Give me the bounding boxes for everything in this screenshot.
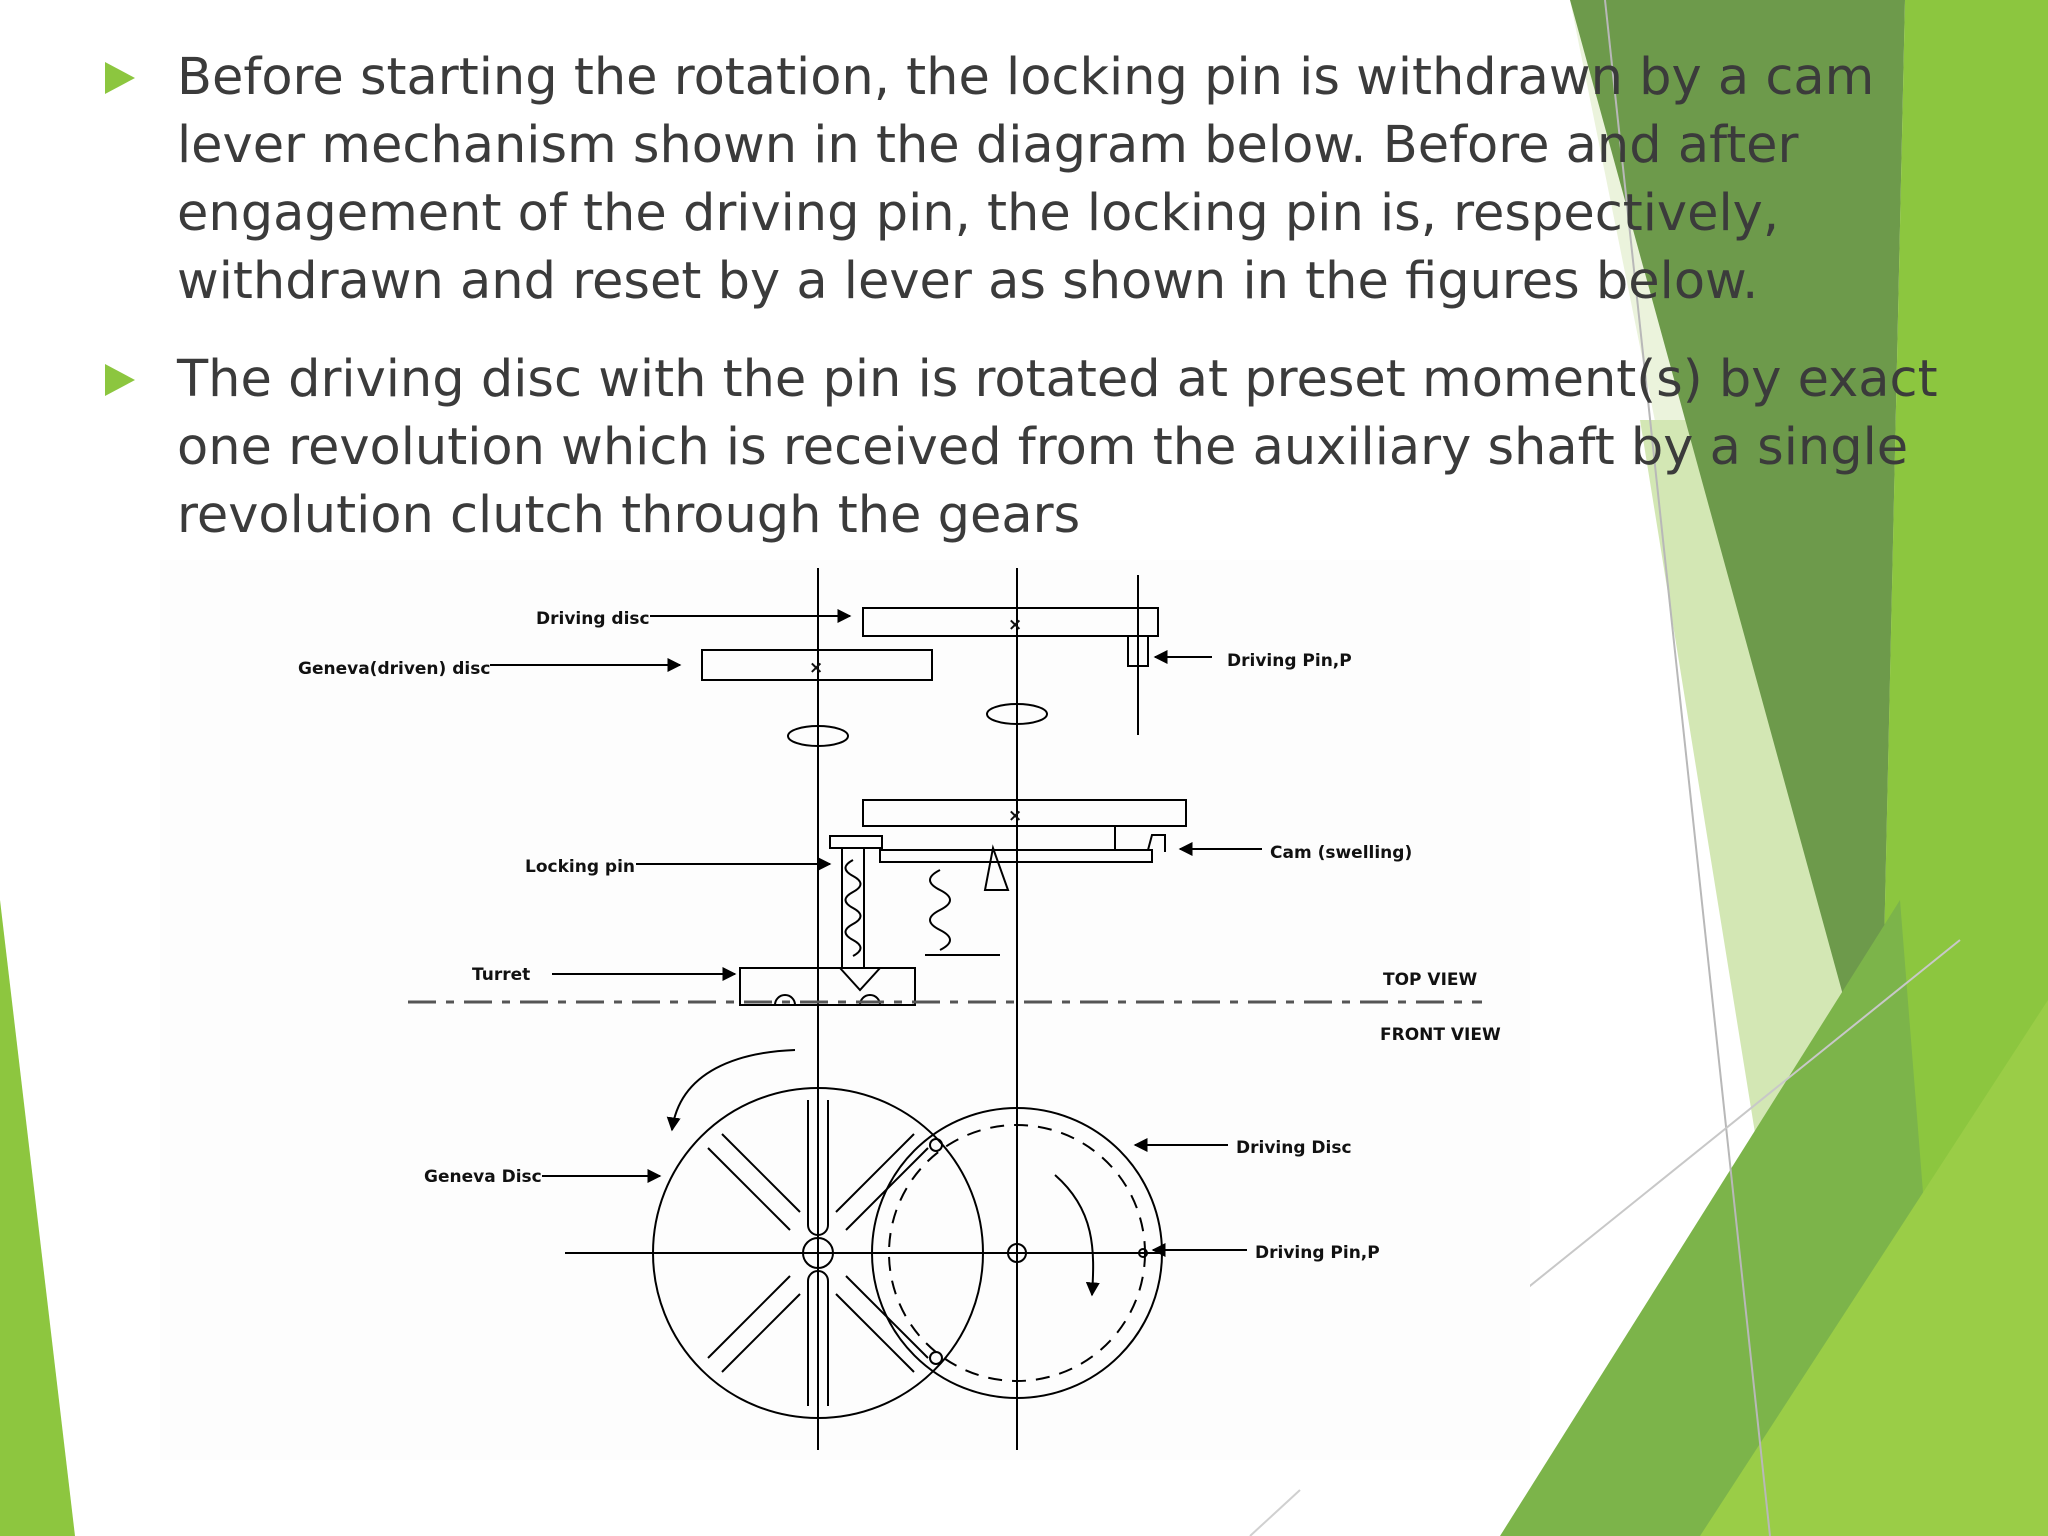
label-geneva-disc: Geneva Disc <box>424 1167 542 1187</box>
bullet-marker-1 <box>105 62 135 94</box>
label-locking-pin: Locking pin <box>525 857 636 877</box>
label-driving-disc-top: Driving disc <box>536 609 650 629</box>
label-driving-pin-top: Driving Pin,P <box>1227 651 1352 671</box>
cam-disc-x: × <box>1008 806 1023 826</box>
label-front-view: FRONT VIEW <box>1380 1025 1501 1045</box>
geneva-disc-top-x: × <box>809 658 824 678</box>
bullet-marker-2 <box>105 364 135 396</box>
driving-disc-top-x: × <box>1008 615 1023 635</box>
label-top-view: TOP VIEW <box>1383 970 1478 990</box>
bullet-text-2: The driving disc with the pin is rotated at preset moment(s) by exact one revolution which is received from the auxiliary shaft by a single revolution clutch through the gears <box>177 350 1938 545</box>
label-driving-pin-front: Driving Pin,P <box>1255 1243 1380 1263</box>
geneva-mechanism-diagram <box>150 560 1530 1460</box>
label-cam: Cam (swelling) <box>1270 843 1413 863</box>
bullet-text-1: Before starting the rotation, the locking pin is withdrawn by a cam lever mechanism shown in the diagram below. Before and after engagement of the driving pin, the locking pin is, respectively, withdrawn and reset by a lever as shown in the figures below. <box>177 48 1875 311</box>
left-green-facet <box>0 900 75 1536</box>
label-turret: Turret <box>472 965 531 985</box>
thin-line-3 <box>1250 1490 1300 1536</box>
diagram-background <box>160 560 1530 1460</box>
label-geneva-driven-disc: Geneva(driven) disc <box>298 659 491 679</box>
label-driving-disc-front: Driving Disc <box>1236 1138 1352 1158</box>
